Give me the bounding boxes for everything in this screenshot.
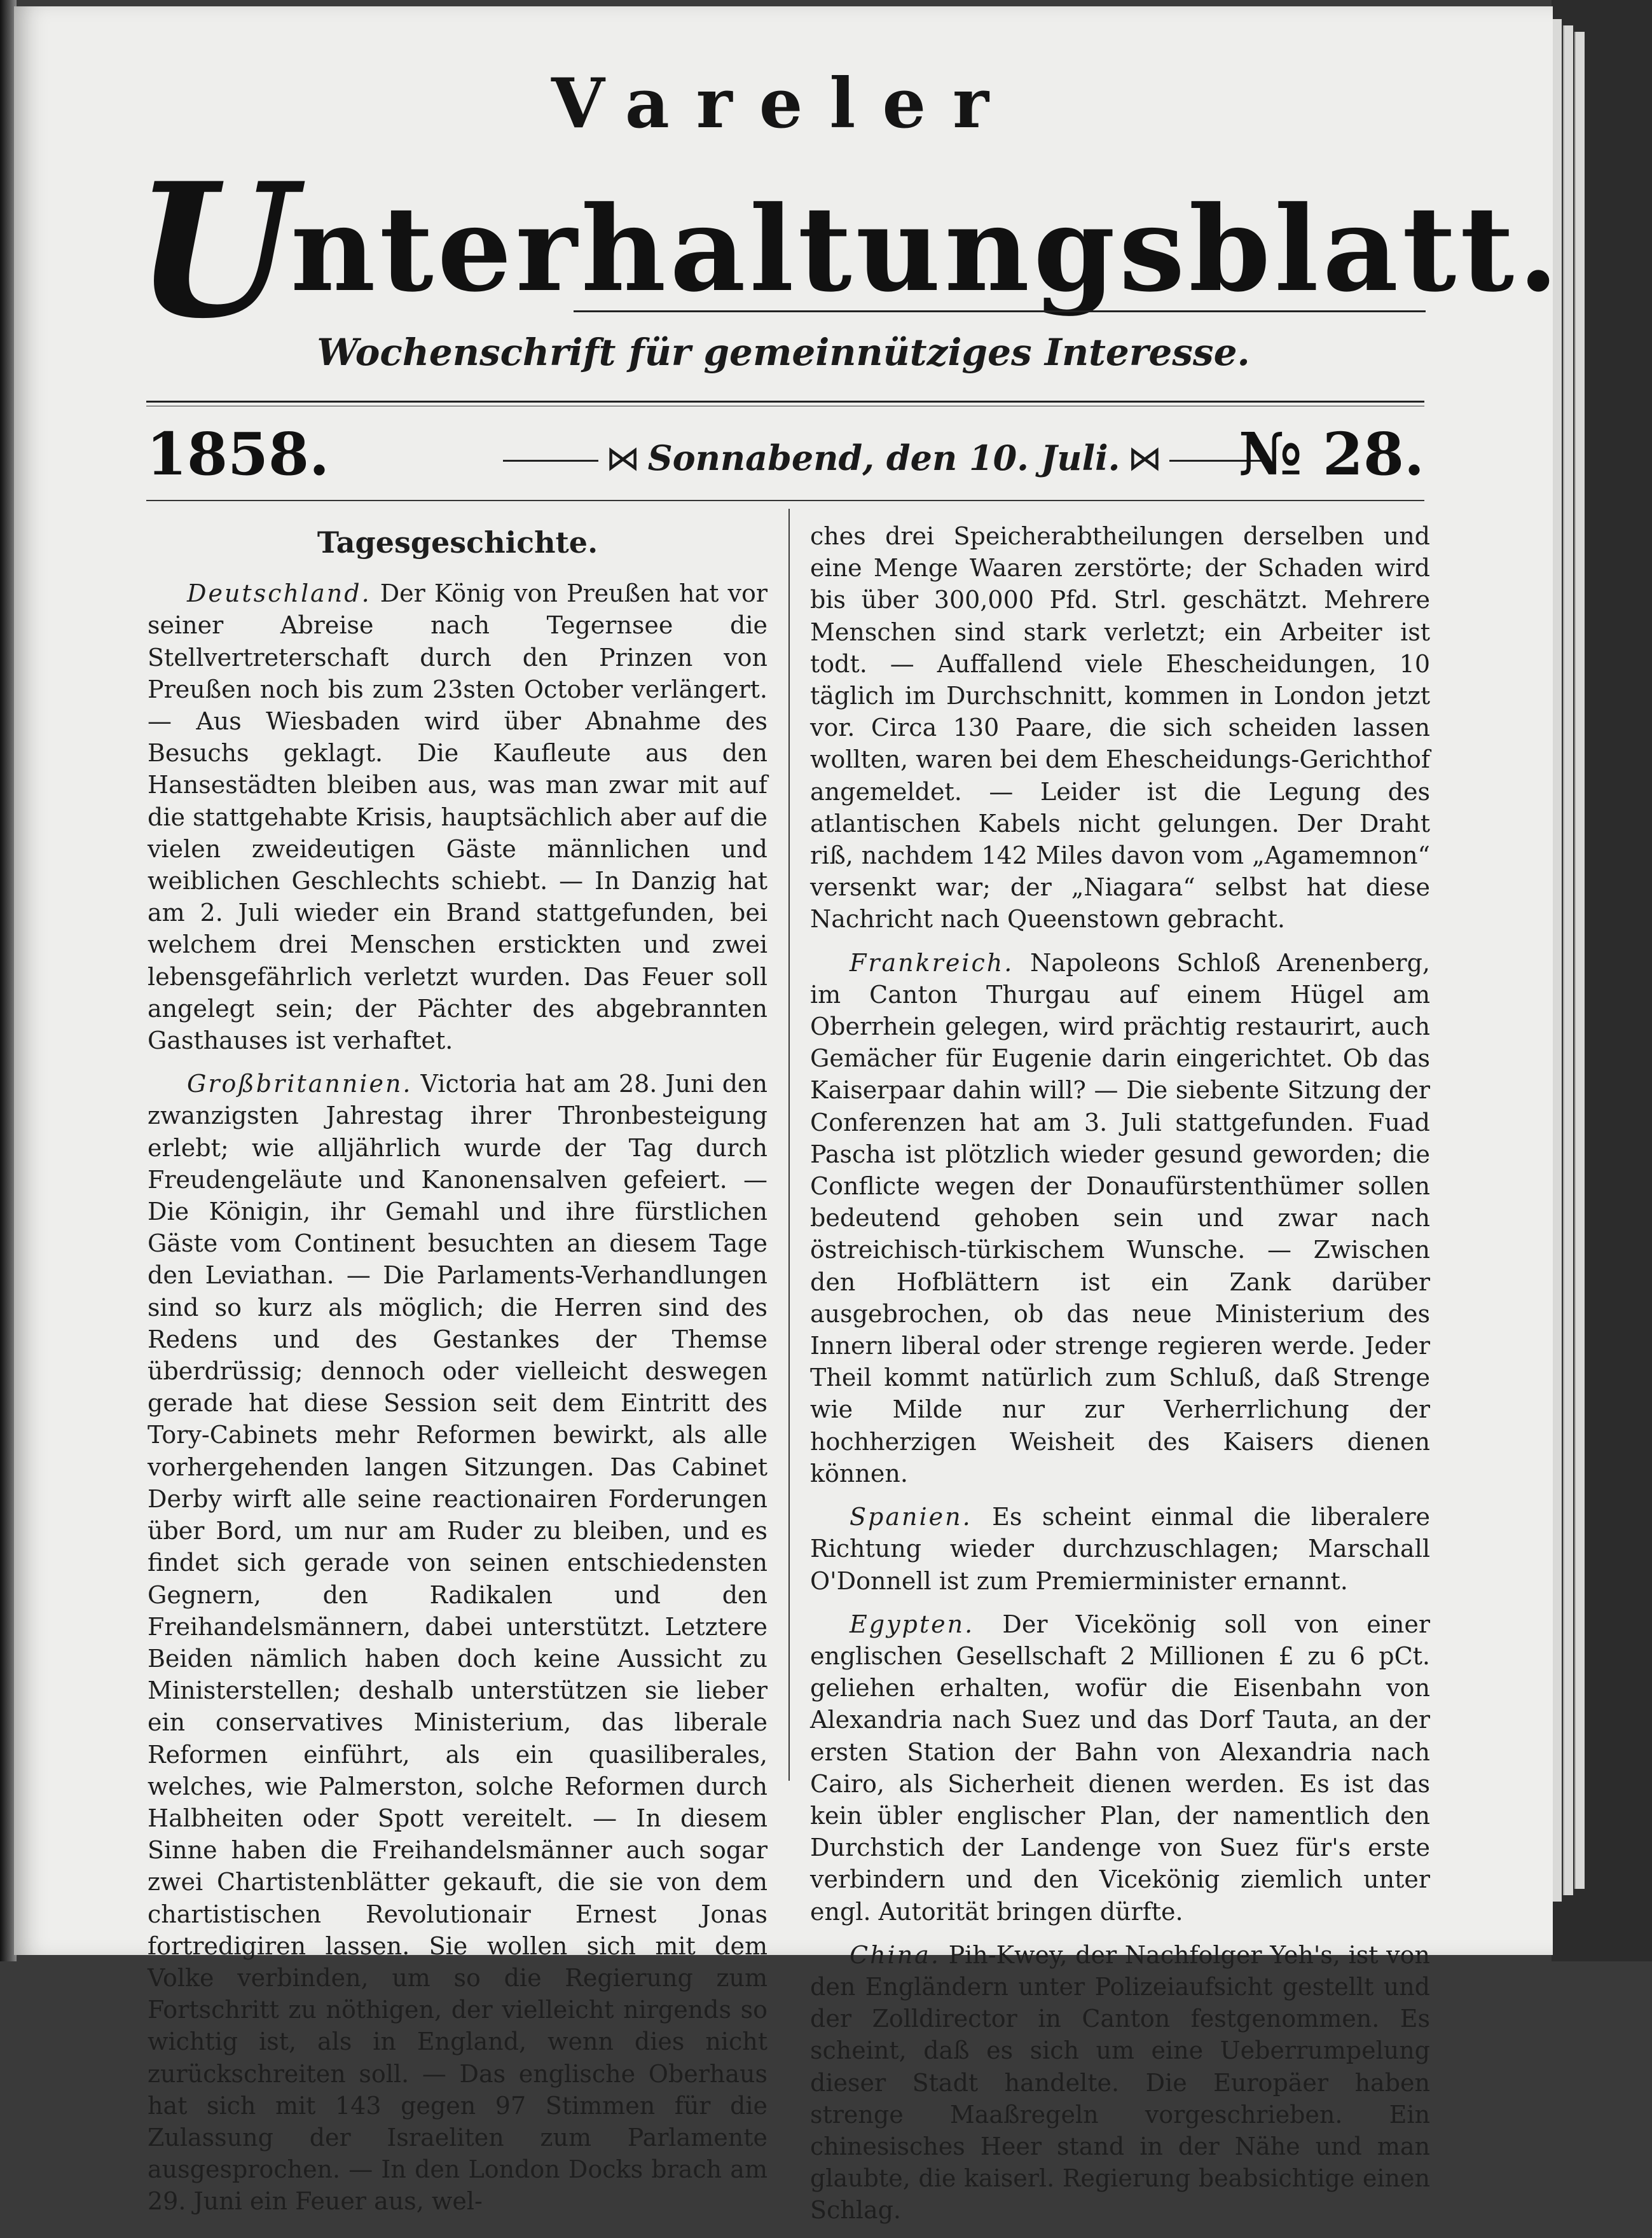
page-edge-stack	[1563, 25, 1573, 1895]
section-title: Tagesgeschichte.	[317, 525, 598, 560]
article-text: Es scheint einmal die liberalere Richtung wieder durchzuschlagen; Marschall O'Donnell ist zum Premierminister ernannt.	[810, 1503, 1430, 1595]
dateline	[146, 420, 1424, 490]
masthead-rule	[574, 310, 1426, 312]
ornament-icon: ⋈	[605, 438, 640, 478]
article-continuation	[810, 520, 1430, 936]
masthead-title	[135, 143, 1563, 359]
masthead-place: Vareler	[551, 64, 1016, 144]
country-heading: Egypten.	[850, 1610, 975, 1638]
article-text: Napoleons Schloß Arenenberg, im Canton Thurgau auf einem Hügel am Oberrhein gelegen, wird prächtig restaurirt, auch Gemächer für Eugenie darin eingerichtet. Ob das Kaiserpaar dahin will? — Die siebente Sitzung der Conferenzen hat am 3. Juli stattgefunden. Fuad Pascha ist plötzlich wieder gesund geworden; die Conflicte wegen der Donaufürstenthümer sollen bedeutend gehoben sein und zwar nach östreichisch-türkischem Wunsche. — Zwischen den Hofblättern ist ein Zank darüber ausgebrochen, ob das neue Ministerium des Innern liberal oder strenge regieren werde. Jeder Theil kommt natürlich zum Schluß, daß Strenge wie Milde nur zur Verherrlichung der hochherzigen Weisheit des Kaisers dienen können.	[810, 948, 1430, 1488]
masthead-subtitle: Wochenschrift für gemeinnütziges Interesse.	[317, 331, 1250, 374]
column-divider	[788, 509, 790, 1781]
masthead-initial: U	[135, 143, 299, 359]
country-heading: Frankreich.	[850, 948, 1014, 977]
issue-year: 1858.	[146, 420, 330, 488]
date-dash	[503, 460, 598, 462]
country-heading: Großbritannien.	[187, 1070, 413, 1098]
article-text: Pih-Kwey, der Nachfolger Yeh's, ist von den Engländern unter Polizeiaufsicht gestellt und der Zolldirector in Canton festgenommen. Es scheint, daß es sich um eine Ueberrumpelung dieser Stadt handelte. Die Europäer haben strenge Maaßregeln vorgeschrieben. Ein chinesisches Heer stand in der Nähe und man glaubte, die kaiserl. Regierung beabsichtige einen Schlag.	[810, 1940, 1430, 2225]
article-text: ches drei Speicherabtheilungen derselben und eine Menge Waaren zerstörte; der Schaden wird bis über 300,000 Pfd. Strl. geschätzt. Mehrere Menschen sind stark verletzt; ein Arbeiter ist todt. — Auffallend viele Ehescheidungen, 10 täglich im Durchschnitt, kommen in London jetzt vor. Circa 130 Paare, die sich scheiden lassen wollten, waren bei dem Ehescheidungs-Gerichthof angemeldet. — Leider ist die Legung des atlantischen Kabels nicht gelungen. Der Draht riß, nachdem 142 Miles davon vom „Agamemnon“ versenkt war; der „Niagara“ selbst hat diese Nachricht nach Queenstown gebracht.	[810, 522, 1430, 934]
dateline-rule	[146, 500, 1424, 501]
issue-date: Sonnabend, den 10. Juli.	[647, 438, 1120, 478]
right-column	[810, 520, 1430, 2238]
article-text: Der König von Preußen hat vor seiner Abreise nach Tegernsee die Stellvertreterschaft durch den Prinzen von Preußen noch bis zum 23sten October verlängert. — Aus Wiesbaden wird über Abnahme des Besuchs geklagt. Die Kaufleute aus den Hansestädten bleiben aus, was man zwar mit auf die stattgehabte Krisis, hauptsächlich aber auf die vielen zweideutigen Gäste männlichen und weiblichen Geschlechts schiebt. — In Danzig hat am 2. Juli wieder ein Brand stattgefunden, bei welchem drei Menschen erstickten und zwei lebensgefährlich verletzt wurden. Das Feuer soll angelegt sein; der Pächter des abgebrannten Gasthauses ist verhaftet.	[148, 579, 767, 1055]
article-text: Victoria hat am 28. Juni den zwanzigsten Jahrestag ihrer Thronbesteigung erlebt; wie alljährlich wurde der Tag durch Freudengeläute und Kanonensalven gefeiert. — Die Königin, ihr Gemahl und ihre fürstlichen Gäste vom Continent besuchten an diesem Tage den Leviathan. — Die Parlaments-Verhandlungen sind so kurz als möglich; die Herren sind des Redens und des Gestankes der Themse überdrüssig; dennoch oder vielleicht deswegen gerade hat diese Session seit dem Eintritt des Tory-Cabinets mehr Reformen bewirkt, als alle vorhergehenden langen Sitzungen. Das Cabinet Derby wirft alle seine reactionairen Forderungen über Bord, um nur am Ruder zu bleiben, und es findet sich gerade von seinen entschiedensten Gegnern, den Radikalen und den Freihandelsmännern, dabei unterstützt. Letztere Beiden nämlich haben doch keine Aussicht zu Ministerstellen; deshalb unterstützen sie lieber ein conservatives Ministerium, das liberale Reformen einführt, als ein quasiliberales, welches, wie Palmerston, solche Reformen durch Halbheiten oder Spott vereitelt. — In diesem Sinne haben die Freihandelsmänner auch sogar zwei Chartistenblätter gekauft, die sie von dem chartistischen Revolutionair Ernest Jonas fortredigiren lassen. Sie wollen sich mit dem Volke verbinden, um so die Regierung zum Fortschritt zu nöthigen, der vielleicht nirgends so wichtig ist, als in England, wenn dies nicht zurückschreiten soll. — Das englische Oberhaus hat sich mit 143 gegen 97 Stimmen für die Zulassung der Israeliten zum Parlamente ausgesprochen. — In den London Docks brach am 29. Juni ein Feuer aus, wel-	[148, 1070, 767, 2216]
article-text: Der Vicekönig soll von einer englischen Gesellschaft 2 Millionen £ zu 6 pCt. geliehen erhalten, wofür die Eisenbahn von Alexandria nach Suez und das Dorf Tauta, an der ersten Station der Bahn von Alexandria nach Cairo, als Sicherheit dienen werden. Es ist das kein übler englischer Plan, der namentlich den Durchstich der Landenge von Suez für's erste verbindern und den Vicekönig ziemlich unter engl. Autorität bringen dürfte.	[810, 1610, 1430, 1926]
article-deutschland	[148, 577, 767, 1056]
country-heading: Deutschland.	[187, 579, 371, 608]
newspaper-page	[14, 6, 1563, 2225]
article-frankreich	[810, 947, 1430, 1489]
article-china	[810, 1939, 1430, 2227]
issue-number: № 28.	[1238, 420, 1424, 488]
ornament-icon: ⋈	[1127, 438, 1162, 478]
page-edge-stack	[1574, 32, 1585, 1889]
article-spanien	[810, 1501, 1430, 1597]
issue-date-block	[502, 438, 1265, 478]
article-egypten	[810, 1608, 1430, 1928]
masthead-title-rest: nterhaltungsblatt.	[290, 181, 1563, 318]
country-heading: Spanien.	[850, 1503, 972, 1531]
header-rule	[146, 401, 1424, 403]
article-grossbritannien	[148, 1068, 767, 2217]
country-heading: China.	[850, 1940, 940, 1969]
left-column	[148, 515, 767, 2229]
